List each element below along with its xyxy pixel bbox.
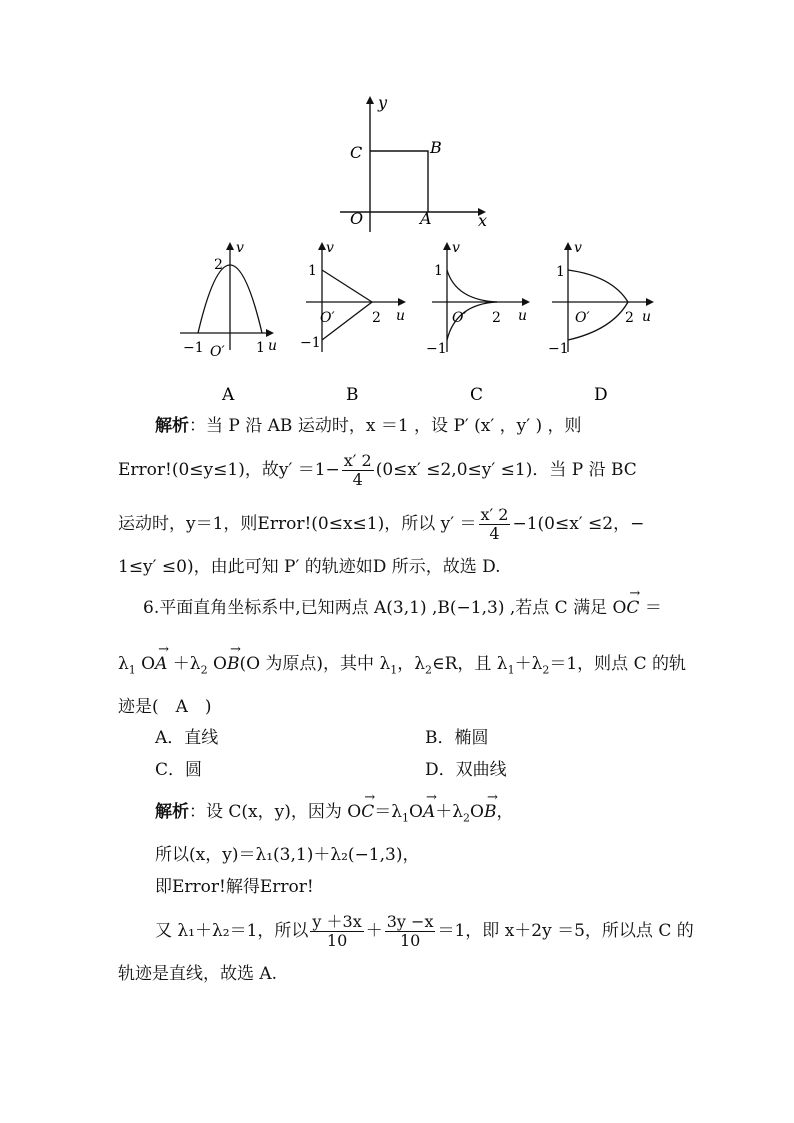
s2-l1a: ：设 C(x，y)，因为 O — [189, 802, 362, 822]
main-y-label: y — [378, 93, 388, 112]
question6-line3 — [118, 695, 212, 719]
opt-a-top: 2 — [214, 257, 223, 273]
solution2-line1: 解析：设 C(x，y)，因为 $O\to C=\lambda_1O\to A+\lambda_2O\to B$， — [155, 800, 513, 830]
s2-l4b: ＝1，即 x＋2y ＝5，所以点 C 的 — [437, 921, 694, 941]
solution1-frac2-den: 4 — [489, 524, 500, 543]
figure-area — [0, 0, 794, 410]
solution2-line2 — [155, 843, 419, 867]
solution1-text4: 1≤y′ ≤0)，由此可知 P′ 的轨迹如D 所示，故选 D. — [118, 557, 501, 577]
solution1-text3a: 运动时，y＝1，则Error!(0≤x≤1)，所以 y′ ＝ — [118, 514, 477, 534]
s2-plus: ＋ — [365, 921, 383, 941]
opt-a-origin: O′ — [210, 344, 225, 360]
opt-d-caption: D — [594, 385, 608, 405]
s2-frac2 — [385, 913, 436, 950]
solution1-frac1 — [342, 452, 374, 489]
solution1-line4 — [118, 555, 501, 579]
s2-frac2-den: 10 — [399, 931, 421, 950]
opt-b-u: u — [396, 308, 406, 324]
opt-d-neg: −1 — [548, 341, 569, 357]
q6-l2c: ＋λ — [167, 654, 201, 674]
q6-vec-a: → A — [155, 652, 167, 676]
q6-l2e: (O 为原点)，其中 λ — [239, 654, 391, 674]
solution1-frac1-num: x′ 2 — [343, 451, 372, 470]
opt-d-u: u — [642, 309, 652, 325]
s2-text2: 所以(x，y)＝λ₁(3,1)＋λ₂(−1,3)， — [155, 845, 420, 865]
opt-c-u: u — [518, 308, 528, 324]
s2-l1e: O — [470, 802, 484, 822]
opt-b-right: 2 — [372, 310, 381, 326]
main-c-label: C — [350, 143, 363, 162]
opt-c-v: v — [452, 240, 460, 256]
opt-b-caption: B — [346, 385, 359, 405]
q6-l2i: ＝1，则点 C 的轨 — [549, 654, 686, 674]
opt-b-top: 1 — [308, 263, 317, 279]
q6-l2g: ∈R，且 λ — [432, 654, 508, 674]
opt-c-origin: O′ — [452, 310, 467, 326]
option-a-graph — [180, 242, 274, 350]
solution1-text2b: (0≤x′ ≤2,0≤y′ ≤1)．当 P 沿 BC — [375, 460, 637, 480]
option-b-graph — [306, 242, 406, 352]
opt-c-neg: −1 — [426, 341, 447, 357]
solution1-text3b: −1(0≤x′ ≤2，− — [512, 514, 645, 534]
solution2-line5 — [118, 962, 277, 986]
s2-l4a: 又 λ₁＋λ₂＝1，所以 — [155, 921, 309, 941]
s2-vec-b: → B — [484, 800, 497, 824]
solution2-label: 解析 — [155, 802, 189, 822]
solution2-line4 — [155, 913, 694, 950]
s2-text3: 即Error!解得Error! — [155, 877, 314, 897]
solution1-text1: ：当 P 沿 AB 运动时，x ＝1 ，设 P′ (x′ ，y′ ) ，则 — [189, 416, 582, 436]
q6-option-b: B．椭圆 — [425, 728, 489, 748]
solution1-frac2 — [479, 506, 511, 543]
s2-frac1-den: 10 — [326, 931, 348, 950]
question6-line1 — [143, 596, 662, 620]
main-b-label: B — [430, 138, 442, 157]
opt-b-v: v — [326, 240, 334, 256]
opt-c-right: 2 — [492, 310, 501, 326]
main-a-label: A — [420, 209, 432, 228]
q6-l2b: O — [135, 654, 156, 674]
main-x-label: x — [478, 211, 488, 230]
opt-b-origin: O′ — [320, 310, 335, 326]
q6-l2d: O — [207, 654, 227, 674]
s2-vec-a: → A — [423, 800, 435, 824]
s2-vec-c: → C — [361, 800, 374, 824]
opt-a-v: v — [236, 240, 244, 256]
s2-frac1-num: y ＋3x — [312, 912, 362, 931]
main-o-label: O — [350, 209, 364, 228]
solution1-frac2-num: x′ 2 — [480, 505, 509, 524]
solution1-line1 — [155, 414, 582, 438]
q6-option-d: D．双曲线 — [425, 760, 507, 780]
solution1-label: 解析 — [155, 416, 189, 436]
solution1-line2 — [118, 452, 637, 489]
q6-l2f: ，λ — [397, 654, 426, 674]
opt-c-top: 1 — [434, 263, 443, 279]
opt-d-right: 2 — [625, 310, 634, 326]
question6-line2: $\lambda_1$ $O\to A +\lambda_2$ O→ B(O 为原点)，其中 $\lambda_1$，$\lambda_2\in R$，且 $\lambda_1+\lambda_2=1$，则点 C 的轨 — [118, 652, 686, 682]
s2-frac2-num: 3y −x — [386, 912, 434, 931]
q6-text1b: ＝ — [639, 598, 662, 618]
q6-l2h: ＋λ — [514, 654, 543, 674]
s2-frac1 — [310, 913, 363, 950]
option-c-graph — [432, 242, 530, 352]
solution1-line3 — [118, 506, 644, 543]
s2-text5: 轨迹是直线，故选 A. — [118, 964, 278, 984]
opt-d-top: 1 — [556, 264, 565, 280]
opt-a-pos: 1 — [256, 340, 265, 356]
opt-c-caption: C — [470, 385, 484, 405]
q6-text1a: 6.平面直角坐标系中,已知两点 A(3,1) ,B(−1,3) ,若点 C 满足 O — [143, 598, 627, 618]
q6-option-c: C．圆 — [155, 760, 203, 780]
opt-b-neg: −1 — [300, 335, 321, 351]
solution1-text2a: Error!(0≤y≤1)，故y′ ＝1− — [118, 460, 340, 480]
opt-d-origin: O′ — [575, 310, 590, 326]
q6-l2a: λ — [118, 654, 129, 674]
s2-l1c: O — [409, 802, 423, 822]
q6-text3: 迹是( A ) — [118, 697, 212, 717]
s2-l1d: ＋λ — [435, 802, 464, 822]
s2-l1b: ＝λ — [374, 802, 403, 822]
q6-vec-b: → B — [227, 652, 240, 676]
opt-a-u: u — [268, 338, 278, 354]
opt-a-caption: A — [222, 385, 235, 405]
q6-vec-c: → C — [626, 596, 639, 620]
opt-d-v: v — [574, 240, 582, 256]
solution2-line3 — [155, 875, 314, 899]
q6-option-a: A．直线 — [155, 728, 219, 748]
opt-a-neg: −1 — [183, 340, 204, 356]
s2-l1f: ， — [496, 802, 514, 822]
option-d-graph — [552, 242, 654, 352]
solution1-frac1-den: 4 — [352, 470, 363, 489]
